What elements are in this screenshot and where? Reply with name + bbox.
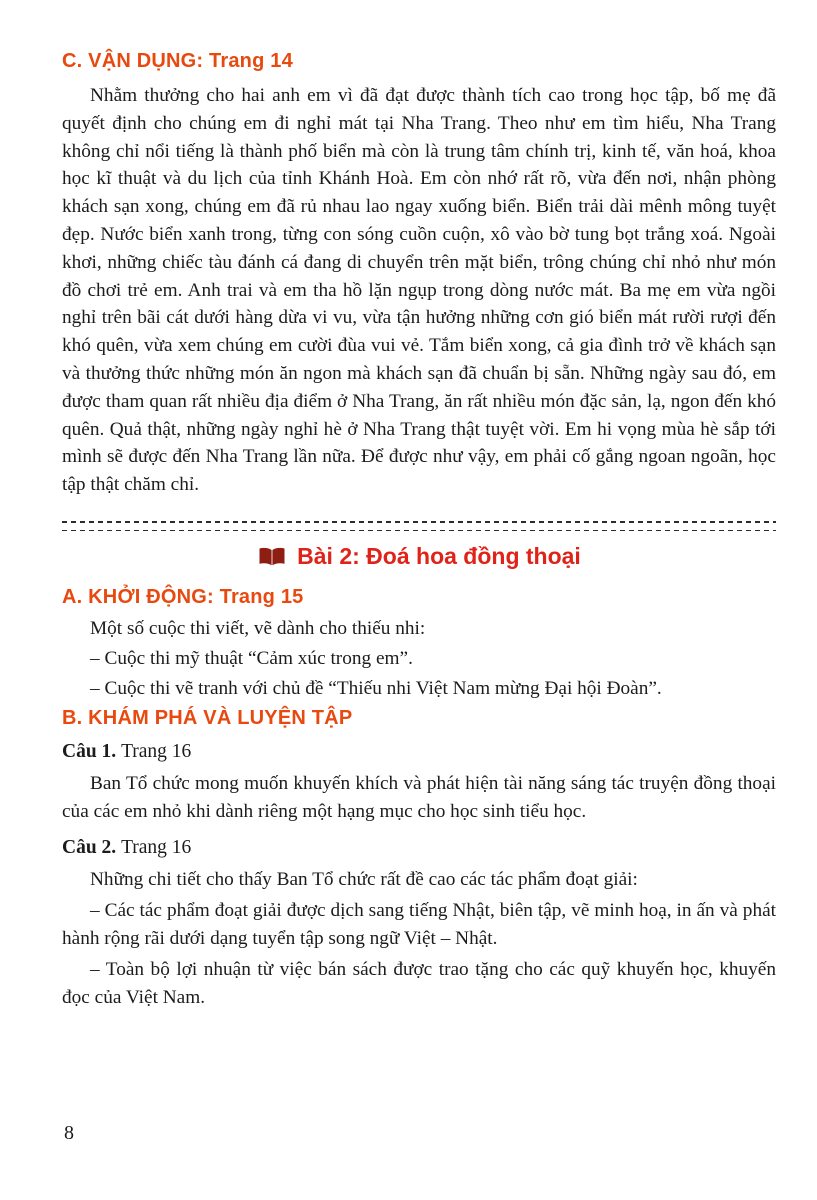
list-item: – Toàn bộ lợi nhuận từ việc bán sách được trao tặng cho các quỹ khuyến học, khuyến đọc của Việt Nam. <box>62 958 776 1008</box>
open-book-icon <box>257 547 287 567</box>
lesson-title <box>62 543 776 570</box>
question-2-intro: Những chi tiết cho thấy Ban Tổ chức rất đề cao các tác phẩm đoạt giải: <box>90 868 638 890</box>
section-khoi-dong <box>62 586 776 703</box>
dashed-line-top <box>62 521 776 523</box>
question-2-heading <box>62 834 776 862</box>
question-1-heading <box>62 738 776 766</box>
section-c-heading: C. VẬN DỤNG: Trang 14 <box>62 50 293 72</box>
question-2-page-ref: Trang 16 <box>121 836 192 858</box>
question-1-page-ref: Trang 16 <box>121 741 192 763</box>
question-2-label: Câu 2. <box>62 836 117 858</box>
section-van-dung <box>62 50 776 499</box>
dashed-line-bottom <box>62 530 776 532</box>
list-item: – Các tác phẩm đoạt giải được dịch sang tiếng Nhật, biên tập, vẽ minh hoạ, in ấn và phát hành rộng rãi dưới dạng tuyển tập song ngữ Việt – Nhật. <box>62 899 776 949</box>
section-b-heading: B. KHÁM PHÁ VÀ LUYỆN TẬP <box>62 707 353 730</box>
question-1-label: Câu 1. <box>62 741 117 763</box>
section-c-paragraph: Nhằm thưởng cho hai anh em vì đã đạt được thành tích cao trong học tập, bố mẹ đã quyết định cho chúng em đi nghỉ mát tại Nha Trang. Theo như em tìm hiểu, Nha Trang không chỉ nổi tiếng là thành phố biển mà còn là trung tâm chính trị, kinh tế, văn hoá, khoa học kĩ thuật và du lịch của tỉnh Khánh Hoà. Em còn nhớ rất rõ, vừa đến nơi, nhận phòng khách sạn xong, chúng em đã rủ nhau lao ngay xuống biển. Biển trải dài mênh mông tuyệt đẹp. Nước biển xanh trong, từng con sóng cuồn cuộn, xô vào bờ tung bọt trắng xoá. Ngoài khơi, những chiếc tàu đánh cá đang di chuyển trên mặt biển, trông chúng chỉ nhỏ như món đồ chơi trẻ em. Anh trai và em tha hồ lặn ngụp trong dòng nước mát. Ba mẹ em vừa ngồi nghỉ trên bãi cát dưới hàng dừa vi vu, vừa tận hưởng những cơn gió biển mát rười rượi đến khó quên, vừa xem chúng em cười đùa vui vẻ. Tắm biển xong, cả gia đình trở về khách sạn và thưởng thức những món ăn ngon mà khách sạn đã chuẩn bị sẵn. Những ngày sau đó, em được tham quan rất nhiều địa điểm ở Nha Trang, ăn rất nhiều món đặc sản, lạ, ngon đến khó quên. Quả thật, những ngày nghỉ hè ở Nha Trang thật tuyệt vời. Em hi vọng mùa hè sắp tới mình sẽ được đến Nha Trang lần nữa. Để được như vậy, em phải cố gắng ngoan ngoãn, học tập thật chăm chỉ. <box>62 85 776 496</box>
page-number: 8 <box>64 1122 74 1144</box>
lesson-title-text: Bài 2: Đoá hoa đồng thoại <box>297 543 581 570</box>
list-item: – Cuộc thi vẽ tranh với chủ đề “Thiếu nhi Việt Nam mừng Đại hội Đoàn”. <box>90 678 662 700</box>
question-1-answer: Ban Tổ chức mong muốn khuyến khích và phát hiện tài năng sáng tác truyện đồng thoại của các em nhỏ khi dành riêng một hạng mục cho học sinh tiểu học. <box>62 773 776 823</box>
section-a-heading: A. KHỞI ĐỘNG: Trang 15 <box>62 586 304 609</box>
list-item: – Cuộc thi mỹ thuật “Cảm xúc trong em”. <box>90 648 413 670</box>
section-kham-pha <box>62 707 776 1012</box>
section-a-intro: Một số cuộc thi viết, vẽ dành cho thiếu nhi: <box>90 618 426 640</box>
dashed-divider <box>62 521 776 531</box>
